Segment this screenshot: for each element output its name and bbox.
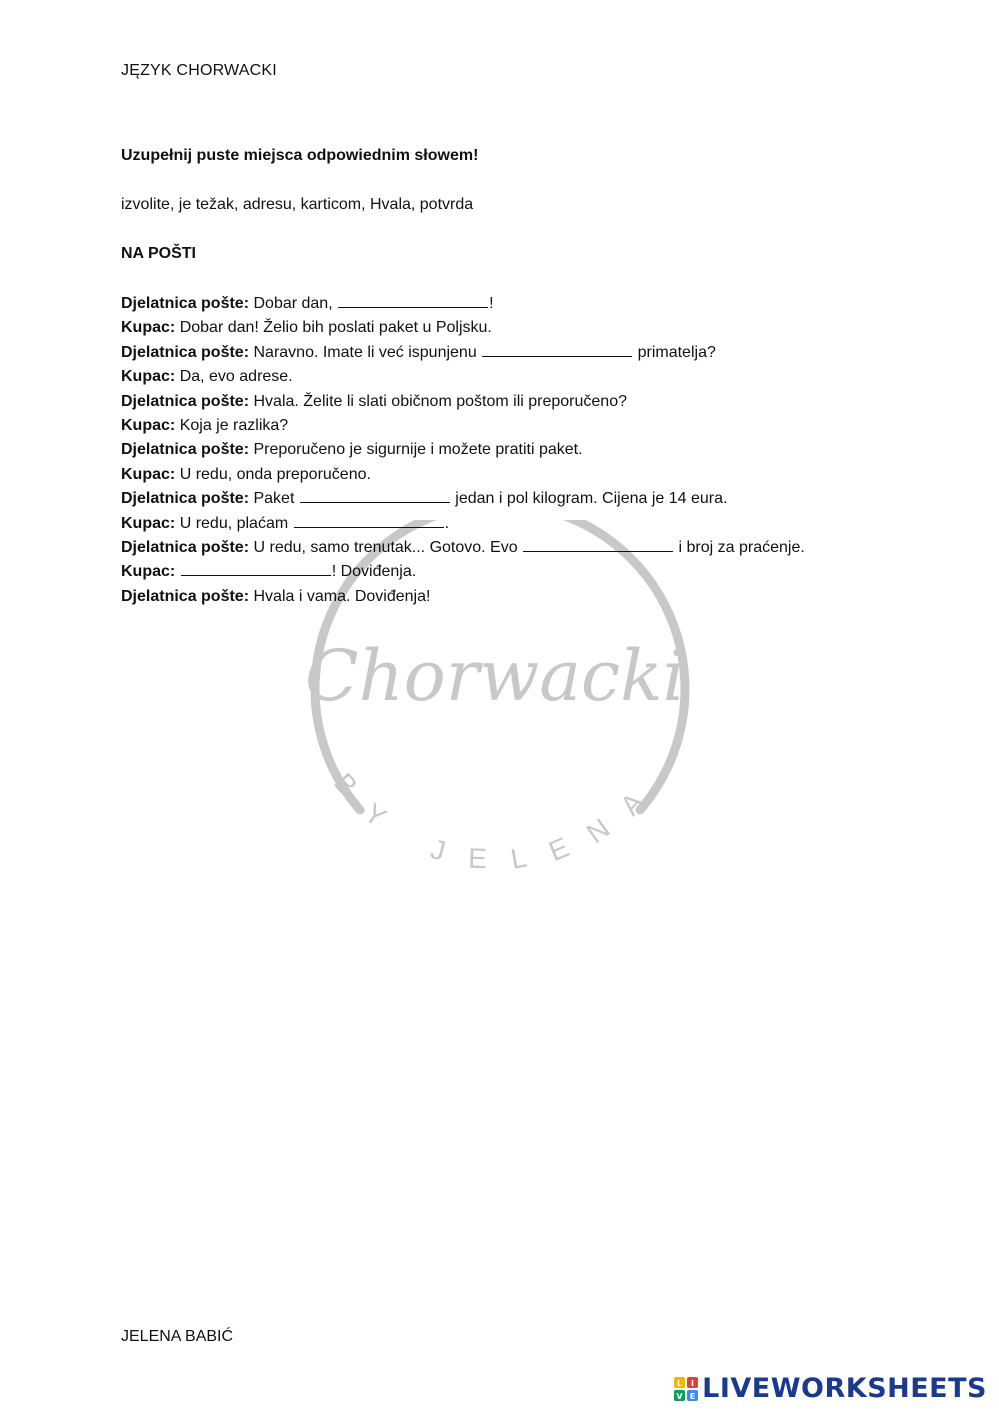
watermark-byline: BY JELENA <box>327 767 668 876</box>
line-text: Hvala i vama. Doviđenja! <box>253 587 431 605</box>
blank-field[interactable] <box>338 293 488 308</box>
line-text: U redu, onda preporučeno. <box>179 465 371 483</box>
speaker-label: Djelatnica pošte: <box>121 343 250 361</box>
line-text: Da, evo adrese. <box>179 368 293 386</box>
liveworksheets-logo[interactable] <box>674 1373 987 1404</box>
speaker-label: Djelatnica pošte: <box>121 441 250 459</box>
line-text: Paket <box>253 490 299 508</box>
speaker-label: Djelatnica pošte: <box>121 490 250 508</box>
blank-field[interactable] <box>523 537 673 552</box>
logo-letter: I <box>691 1378 695 1388</box>
logo-letter: V <box>676 1391 683 1401</box>
speaker-label: Kupac: <box>121 319 176 337</box>
speaker-label: Kupac: <box>121 563 176 581</box>
line-text: i broj za praćenje. <box>674 539 805 557</box>
speaker-label: Kupac: <box>121 465 176 483</box>
liveworksheets-wordmark: LIVEWORKSHEETS <box>702 1373 987 1404</box>
speaker-label: Djelatnica pošte: <box>121 539 250 557</box>
line-text: U redu, samo trenutak... Gotovo. Evo <box>253 539 523 557</box>
speaker-label: Kupac: <box>121 514 176 532</box>
line-text: primatelja? <box>633 343 716 361</box>
dialogue <box>121 292 841 609</box>
line-text: U redu, plaćam <box>179 514 293 532</box>
line-text: Hvala. Želite li slati običnom poštom ili preporučeno? <box>253 392 627 410</box>
liveworksheets-logo-icon <box>674 1377 698 1401</box>
line-text: Dobar dan! Želio bih poslati paket u Poljsku. <box>179 319 492 337</box>
blank-field[interactable] <box>181 561 331 576</box>
dialogue-line <box>121 365 841 389</box>
speaker-label: Djelatnica pošte: <box>121 295 250 312</box>
dialogue-line <box>121 292 841 316</box>
word-bank: izvolite, je težak, adresu, karticom, Hvala, potvrda <box>121 196 474 213</box>
dialogue-line <box>121 316 841 340</box>
dialogue-line <box>121 560 841 584</box>
speaker-label: Kupac: <box>121 368 176 386</box>
dialogue-line <box>121 438 841 462</box>
author-footer: JELENA BABIĆ <box>121 1328 234 1345</box>
logo-letter: E <box>689 1391 696 1401</box>
logo-letter: L <box>677 1378 683 1388</box>
page-header: JĘZYK CHORWACKI <box>121 62 277 79</box>
dialogue-line <box>121 536 841 560</box>
svg-text:BY JELENA <box>328 767 667 875</box>
section-title: NA POŠTI <box>121 245 196 262</box>
dialogue-line <box>121 414 841 438</box>
blank-field[interactable] <box>482 342 632 357</box>
instruction-text: Uzupełnij puste miejsca odpowiednim słowem! <box>121 147 479 164</box>
line-text: jedan i pol kilogram. Cijena je 14 eura. <box>450 490 728 508</box>
watermark-script-text: Chorwacki <box>305 635 685 717</box>
dialogue-line <box>121 463 841 487</box>
line-text: ! Doviđenja. <box>331 563 417 581</box>
line-text: ! <box>489 295 494 312</box>
dialogue-line <box>121 585 841 609</box>
line-text: Koja je razlika? <box>179 417 289 435</box>
blank-field[interactable] <box>294 513 444 528</box>
dialogue-line <box>121 512 841 536</box>
speaker-label: Djelatnica pošte: <box>121 392 250 410</box>
line-text: Dobar dan, <box>253 295 338 312</box>
speaker-label: Kupac: <box>121 417 176 435</box>
blank-field[interactable] <box>300 488 450 503</box>
dialogue-line <box>121 390 841 414</box>
dialogue-line <box>121 341 841 365</box>
line-text: . <box>444 514 450 532</box>
line-text: Naravno. Imate li već ispunjenu <box>253 343 482 361</box>
speaker-label: Djelatnica pošte: <box>121 587 250 605</box>
line-text: Preporučeno je sigurnije i možete pratiti paket. <box>253 441 583 459</box>
dialogue-line <box>121 487 841 511</box>
